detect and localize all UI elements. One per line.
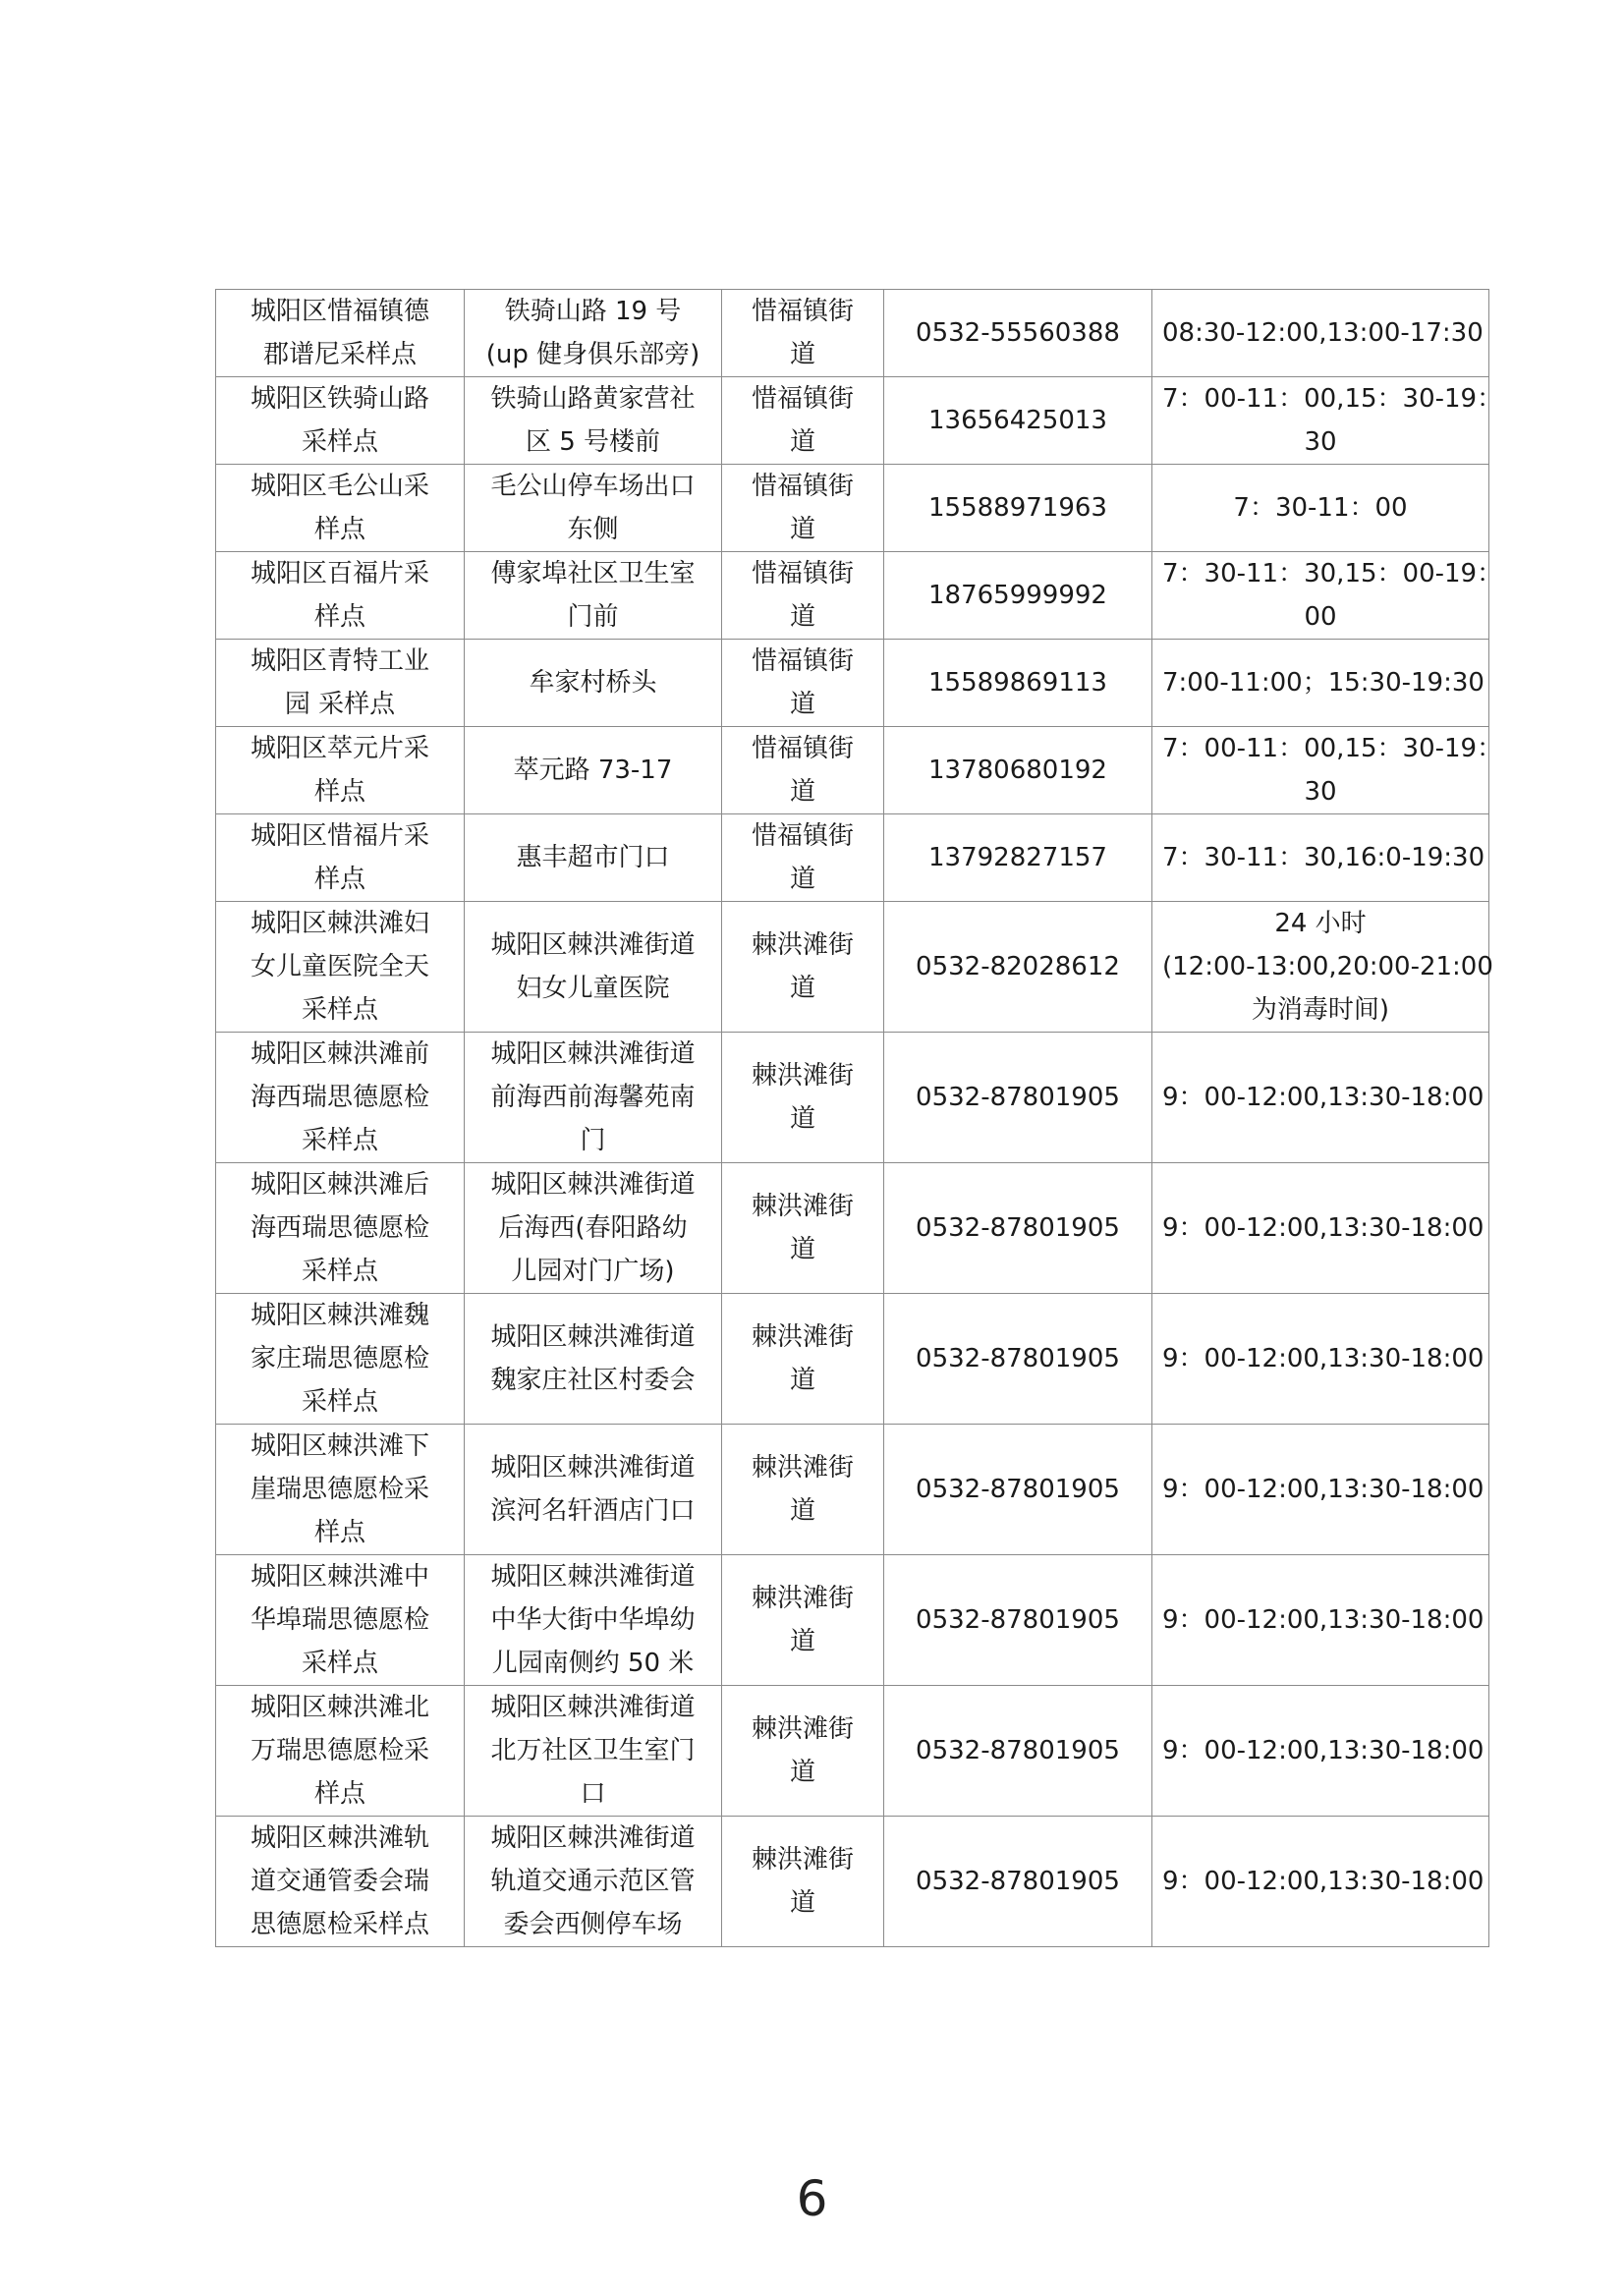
cell-line: 道 [789,865,815,894]
street-cell [722,1686,884,1817]
street-cell [722,1555,884,1686]
hours-cell [1152,290,1489,377]
cell-line: 惜福镇街 [751,297,854,326]
table-row [216,465,1489,552]
cell-line: 惜福镇街 [751,559,854,588]
cell-line: 样点 [313,777,365,807]
cell-line: 08:30-12:00,13:00-17:30 [1162,318,1484,348]
page-number: 6 [796,2170,828,2227]
cell-line: 棘洪滩街 [751,1714,854,1744]
street-cell [722,1163,884,1294]
street-cell [722,727,884,814]
cell-line: 0532-87801905 [916,1344,1120,1373]
cell-line: 后海西(春阳路幼 [498,1213,688,1243]
cell-line: 牟家村桥头 [529,668,657,698]
cell-line: 儿园对门广场) [511,1257,675,1286]
cell-line: 18765999992 [928,581,1107,610]
street-cell [722,465,884,552]
table-row [216,727,1489,814]
hours-cell [1152,377,1503,465]
cell-line: 门前 [567,602,619,632]
cell-line: 7：00-11：00,15：30-19： [1162,384,1503,414]
cell-line: 道 [789,427,815,457]
cell-line: 13656425013 [928,406,1107,435]
site-name-cell [216,377,465,465]
cell-line: 0532-87801905 [916,1605,1120,1635]
cell-line: 棘洪滩街 [751,1453,854,1483]
address-cell [465,640,722,727]
hours-cell [1152,552,1503,640]
table-body [216,290,1503,1947]
cell-line: 13780680192 [928,756,1107,785]
cell-line: 中华大街中华埠幼 [490,1605,696,1635]
cell-line: 城阳区棘洪滩后 [250,1170,429,1200]
address-cell [465,902,722,1033]
table-row [216,1555,1489,1686]
street-cell [722,552,884,640]
hours-cell [1152,640,1489,727]
cell-line: 棘洪滩街 [751,1061,854,1091]
hours-cell [1152,727,1503,814]
cell-line: 9：00-12:00,13:30-18:00 [1162,1475,1484,1504]
site-name-cell [216,1555,465,1686]
cell-line: 儿园南侧约 50 米 [491,1649,695,1678]
street-cell [722,1294,884,1425]
cell-line: 城阳区毛公山采 [250,472,429,501]
cell-line: 城阳区棘洪滩街道 [490,1823,696,1853]
table-row [216,902,1489,1033]
table-row [216,640,1489,727]
address-cell [465,1555,722,1686]
cell-line: 委会西侧停车场 [503,1910,683,1939]
address-cell [465,814,722,902]
phone-cell [884,465,1152,552]
cell-line: 采样点 [301,1126,378,1155]
hours-cell [1152,1817,1489,1947]
phone-cell [884,640,1152,727]
hours-cell [1152,465,1489,552]
cell-line: 城阳区棘洪滩中 [250,1562,429,1592]
cell-line: 0532-87801905 [916,1736,1120,1765]
hours-cell [1152,1555,1489,1686]
cell-line: 傅家埠社区卫生室 [490,559,696,588]
phone-cell [884,377,1152,465]
cell-line: 城阳区棘洪滩北 [250,1693,429,1722]
cell-line: 道 [789,1104,815,1134]
cell-line: 郡谱尼采样点 [262,340,417,369]
cell-line: 0532-82028612 [916,952,1120,981]
cell-line: 采样点 [301,1387,378,1417]
cell-line: 女儿童医院全天 [250,952,429,981]
address-cell [465,1033,722,1163]
cell-line: 30 [1304,777,1337,807]
street-cell [722,902,884,1033]
site-name-cell [216,552,465,640]
cell-line: 城阳区棘洪滩街道 [490,1453,696,1483]
cell-line: 城阳区棘洪滩街道 [490,1322,696,1352]
cell-line: 家庄瑞思德愿检 [250,1344,429,1373]
site-name-cell [216,640,465,727]
cell-line: 惜福镇街 [751,821,854,851]
cell-line: 区 5 号楼前 [525,427,661,457]
street-cell [722,1033,884,1163]
cell-line: 9：00-12:00,13:30-18:00 [1162,1736,1484,1765]
phone-cell [884,1817,1152,1947]
site-name-cell [216,1425,465,1555]
cell-line: 道 [789,1496,815,1526]
cell-line: 道 [789,1758,815,1787]
cell-line: 0532-87801905 [916,1213,1120,1243]
cell-line: 9：00-12:00,13:30-18:00 [1162,1083,1484,1112]
cell-line: 铁骑山路 19 号 [504,297,682,326]
cell-line: 样点 [313,515,365,544]
cell-line: 样点 [313,1518,365,1547]
address-cell [465,1817,722,1947]
site-name-cell [216,1294,465,1425]
cell-line: 道 [789,340,815,369]
cell-line: 棘洪滩街 [751,1845,854,1875]
hours-cell [1152,1294,1489,1425]
table-row [216,1425,1489,1555]
cell-line: 萃元路 73-17 [513,756,673,785]
address-cell [465,290,722,377]
cell-line: 棘洪滩街 [751,1322,854,1352]
table-row [216,290,1489,377]
site-name-cell [216,1163,465,1294]
street-cell [722,1817,884,1947]
cell-line: 惜福镇街 [751,472,854,501]
cell-line: 城阳区青特工业 [250,646,429,676]
address-cell [465,377,722,465]
cell-line: 道交通管委会瑞 [250,1867,429,1896]
street-cell [722,290,884,377]
cell-line: 7：30-11：30,15：00-19： [1162,559,1503,588]
hours-cell [1152,1425,1489,1555]
site-name-cell [216,902,465,1033]
address-cell [465,1686,722,1817]
cell-line: 魏家庄社区村委会 [490,1366,696,1395]
cell-line: 采样点 [301,995,378,1025]
cell-line: 城阳区萃元片采 [250,734,429,763]
hours-cell [1152,1163,1489,1294]
address-cell [465,1425,722,1555]
cell-line: 城阳区棘洪滩街道 [490,1562,696,1592]
cell-line: 7：30-11：30,16:0-19:30 [1162,843,1485,872]
table-row [216,1163,1489,1294]
cell-line: 东侧 [567,515,619,544]
cell-line: 毛公山停车场出口 [490,472,696,501]
cell-line: 城阳区百福片采 [250,559,429,588]
site-name-cell [216,465,465,552]
cell-line: 道 [789,1888,815,1918]
cell-line: 道 [789,690,815,719]
cell-line: 道 [789,1235,815,1264]
site-name-cell [216,1817,465,1947]
cell-line: 思德愿检采样点 [250,1910,429,1939]
cell-line: 13792827157 [928,843,1107,872]
cell-line: 15589869113 [928,668,1107,698]
cell-line: 棘洪滩街 [751,1584,854,1613]
hours-cell [1152,902,1493,1033]
phone-cell [884,290,1152,377]
cell-line: (12:00-13:00,20:00-21:00 [1162,952,1493,981]
cell-line: 采样点 [301,1649,378,1678]
cell-line: (up 健身俱乐部旁) [485,340,700,369]
cell-line: 北万社区卫生室门 [490,1736,696,1765]
cell-line: 海西瑞思德愿检 [250,1083,429,1112]
table-row [216,377,1489,465]
hours-cell [1152,1033,1489,1163]
table-row [216,1686,1489,1817]
cell-line: 惜福镇街 [751,646,854,676]
cell-line: 9：00-12:00,13:30-18:00 [1162,1344,1484,1373]
cell-line: 门 [580,1126,606,1155]
cell-line: 城阳区惜福镇德 [250,297,429,326]
table-row [216,814,1489,902]
cell-line: 城阳区棘洪滩前 [250,1039,429,1069]
cell-line: 0532-87801905 [916,1867,1120,1896]
street-cell [722,814,884,902]
cell-line: 城阳区棘洪滩轨 [250,1823,429,1853]
cell-line: 城阳区棘洪滩妇 [250,909,429,938]
cell-line: 样点 [313,602,365,632]
cell-line: 00 [1304,602,1337,632]
cell-line: 7：30-11：00 [1233,493,1408,523]
address-cell [465,1163,722,1294]
cell-line: 0532-87801905 [916,1475,1120,1504]
site-name-cell [216,814,465,902]
cell-line: 万瑞思德愿检采 [250,1736,429,1765]
cell-line: 园 采样点 [284,690,396,719]
cell-line: 采样点 [301,427,378,457]
cell-line: 铁骑山路黄家营社 [490,384,696,414]
cell-line: 样点 [313,1779,365,1809]
cell-line: 7:00-11:00；15:30-19:30 [1162,668,1484,698]
phone-cell [884,814,1152,902]
hours-cell [1152,1686,1489,1817]
table-row [216,1817,1489,1947]
phone-cell [884,727,1152,814]
table-row [216,552,1489,640]
cell-line: 15588971963 [928,493,1107,523]
cell-line: 城阳区棘洪滩魏 [250,1301,429,1330]
sampling-sites-table [215,289,1503,1947]
hours-cell [1152,814,1489,902]
cell-line: 海西瑞思德愿检 [250,1213,429,1243]
address-cell [465,552,722,640]
cell-line: 城阳区棘洪滩街道 [490,1039,696,1069]
cell-line: 妇女儿童医院 [516,974,670,1003]
cell-line: 棘洪滩街 [751,1192,854,1221]
phone-cell [884,1555,1152,1686]
cell-line: 城阳区棘洪滩街道 [490,1170,696,1200]
table-row [216,1294,1489,1425]
address-cell [465,727,722,814]
cell-line: 采样点 [301,1257,378,1286]
cell-line: 9：00-12:00,13:30-18:00 [1162,1867,1484,1896]
phone-cell [884,1033,1152,1163]
phone-cell [884,552,1152,640]
site-name-cell [216,727,465,814]
address-cell [465,1294,722,1425]
cell-line: 道 [789,1366,815,1395]
cell-line: 崖瑞思德愿检采 [250,1475,429,1504]
cell-line: 24 小时 [1274,909,1367,938]
cell-line: 道 [789,602,815,632]
cell-line: 轨道交通示范区管 [490,1867,696,1896]
site-name-cell [216,290,465,377]
cell-line: 棘洪滩街 [751,930,854,960]
street-cell [722,1425,884,1555]
cell-line: 道 [789,974,815,1003]
street-cell [722,377,884,465]
site-name-cell [216,1686,465,1817]
cell-line: 城阳区棘洪滩街道 [490,930,696,960]
cell-line: 前海西前海馨苑南 [490,1083,696,1112]
cell-line: 城阳区铁骑山路 [250,384,429,414]
phone-cell [884,1686,1152,1817]
phone-cell [884,1163,1152,1294]
cell-line: 口 [580,1779,606,1809]
phone-cell [884,1294,1152,1425]
phone-cell [884,1425,1152,1555]
cell-line: 惜福镇街 [751,734,854,763]
cell-line: 7：00-11：00,15：30-19： [1162,734,1503,763]
cell-line: 道 [789,1627,815,1656]
cell-line: 惠丰超市门口 [516,843,670,872]
cell-line: 样点 [313,865,365,894]
cell-line: 滨河名轩酒店门口 [490,1496,696,1526]
cell-line: 城阳区棘洪滩下 [250,1431,429,1461]
address-cell [465,465,722,552]
cell-line: 城阳区惜福片采 [250,821,429,851]
street-cell [722,640,884,727]
cell-line: 为消毒时间) [1251,995,1390,1025]
cell-line: 惜福镇街 [751,384,854,414]
cell-line: 华埠瑞思德愿检 [250,1605,429,1635]
cell-line: 道 [789,515,815,544]
cell-line: 9：00-12:00,13:30-18:00 [1162,1213,1484,1243]
cell-line: 城阳区棘洪滩街道 [490,1693,696,1722]
cell-line: 道 [789,777,815,807]
phone-cell [884,902,1152,1033]
cell-line: 0532-55560388 [916,318,1120,348]
site-name-cell [216,1033,465,1163]
cell-line: 9：00-12:00,13:30-18:00 [1162,1605,1484,1635]
cell-line: 0532-87801905 [916,1083,1120,1112]
table-row [216,1033,1489,1163]
cell-line: 30 [1304,427,1337,457]
